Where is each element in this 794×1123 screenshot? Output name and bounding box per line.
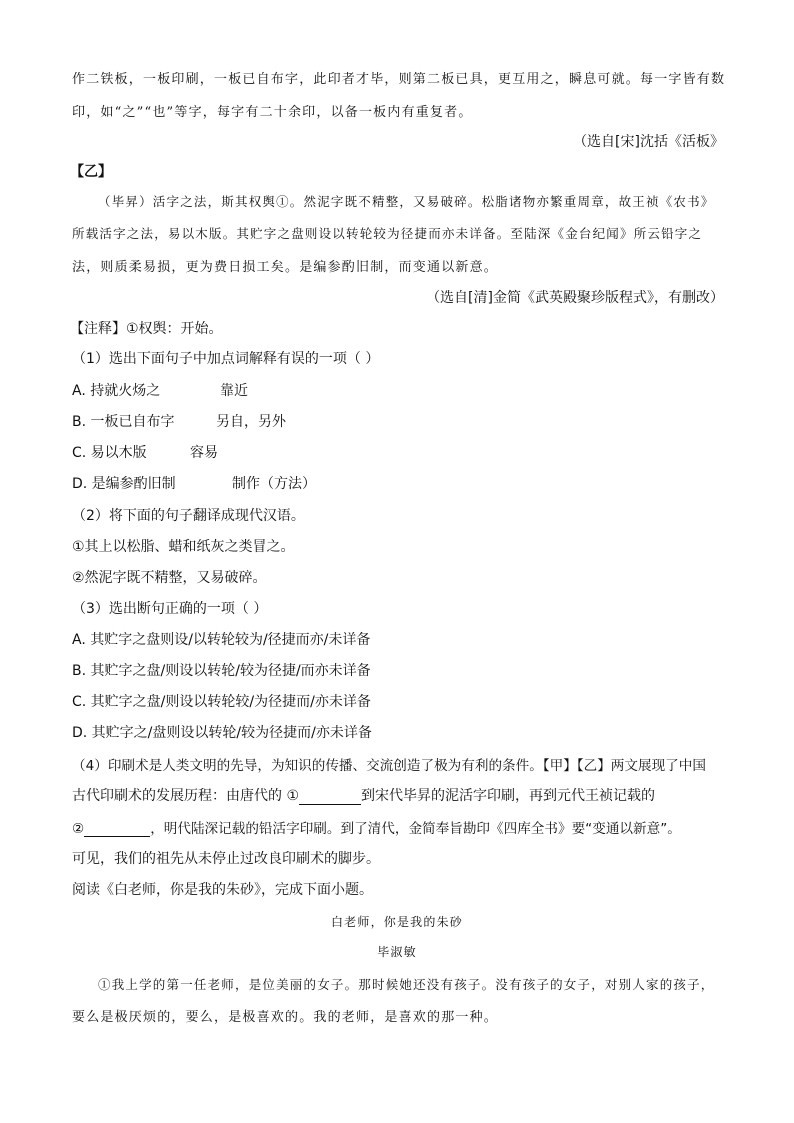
yi-source: （选自[清]金简《武英殿聚珍版程式》，有删改） [426,290,724,306]
q3-option-d: D. 其贮字之/盘则设以转轮/较为径捷而/亦未详备 [72,725,372,741]
q4-line-2-start: 古代印刷术的发展历程：由唐代的 ① [72,788,300,804]
yi-note: 【注释】①权舆：开始。 [70,321,223,337]
q1-stem: （1）选出下面句子中加点词解释有误的一项（ ） [72,351,380,367]
q1-option-c-text: C. 易以木版 [72,445,147,461]
yi-heading: 【乙】 [70,164,112,180]
yi-text-line-3: 法，则质柔易损，更为费日损工矣。是编参酌旧制，而变通以新意。 [72,260,499,275]
reading-p1-line-2: 要么是极厌烦的，要么，是极喜欢的。我的老师，是喜欢的那一种。 [72,1010,499,1025]
q1-option-b [72,411,286,431]
q4-line-2-end: 到宋代毕昇的泥活字印刷，再到元代王祯记载的 [361,788,656,804]
q4-line-3 [72,817,681,837]
q1-option-d-gloss: 制作（方法） [232,476,316,492]
reading-p1-line-1: ①我上学的第一任老师，是位美丽的女子。那时候她还没有孩子。没有孩子的女子，对别人家的孩子， [98,977,715,992]
q4-line-4: 可见，我们的祖先从未停止过改良印刷术的脚步。 [72,851,380,867]
q1-option-d [72,473,316,493]
q1-option-b-text: B. 一板已自布字 [72,414,175,430]
q1-option-b-gloss: 另自，另外 [216,414,286,430]
q4-line-2 [72,785,655,805]
q3-option-b: B. 其贮字之盘/则设以转轮/较为径捷/而亦未详备 [72,663,371,679]
q3-option-c: C. 其贮字之盘/则设以转轮较/为径捷而/亦未详备 [72,694,371,710]
q4-line-3-start: ② [72,821,85,837]
q1-option-c-gloss: 容易 [190,445,218,461]
reading-intro: 阅读《白老师，你是我的朱砂》，完成下面小题。 [72,882,373,898]
q2-sentence-1: ①其上以松脂、蜡和纸灰之类冒之。 [72,539,295,555]
q1-option-a-gloss: 靠近 [220,383,248,399]
jia-text-line-1: 作二铁板，一板印刷，一板已自布字，此印者才毕，则第二板已具，更互用之，瞬息可就。每一字皆有数 [72,72,726,87]
q3-stem: （3）选出断句正确的一项（ ） [72,601,268,617]
q1-option-a-text: A. 持就火炀之 [72,383,161,399]
q4-line-1: （4）印刷术是人类文明的先导，为知识的传播、交流创造了极为有利的条件。【甲】【乙】两文展现了中国 [72,758,706,774]
q3-option-a: A. 其贮字之盘则设/以转轮较为/径捷而亦/未详备 [72,632,371,648]
q4-line-3-end: ，明代陆深记载的铅活字印刷。到了清代，金简奉旨勘印《四库全书》要“变通以新意”。 [150,821,681,837]
q1-option-a [72,380,248,400]
reading-title: 白老师，你是我的朱砂 [330,915,463,929]
yi-text-line-1: （毕昇）活字之法，斯其权舆①。然泥字既不精整，又易破碎。松脂诸物亦繁重周章，故王祯《农书》 [98,194,715,209]
yi-text-line-2: 所载活字之法，易以木版。其贮字之盘则设以转轮较为径捷而亦未详备。至陆深《金台纪闻》所云铅字之 [72,226,703,241]
q1-option-d-text: D. 是编参酌旧制 [72,476,176,492]
q4-blank-2[interactable] [84,822,150,837]
q2-sentence-2: ②然泥字既不精整，又易破碎。 [72,570,267,586]
jia-text-line-2: 印，如“之”“也”等字，每字有二十余印，以备一板内有重复者。 [72,105,473,120]
q4-blank-1[interactable] [299,790,361,805]
q2-stem: （2）将下面的句子翻译成现代汉语。 [72,508,305,524]
reading-author: 毕淑敏 [377,945,417,959]
q1-option-c [72,442,218,462]
jia-source: （选自[宋]沈括《活板》 [573,134,724,150]
